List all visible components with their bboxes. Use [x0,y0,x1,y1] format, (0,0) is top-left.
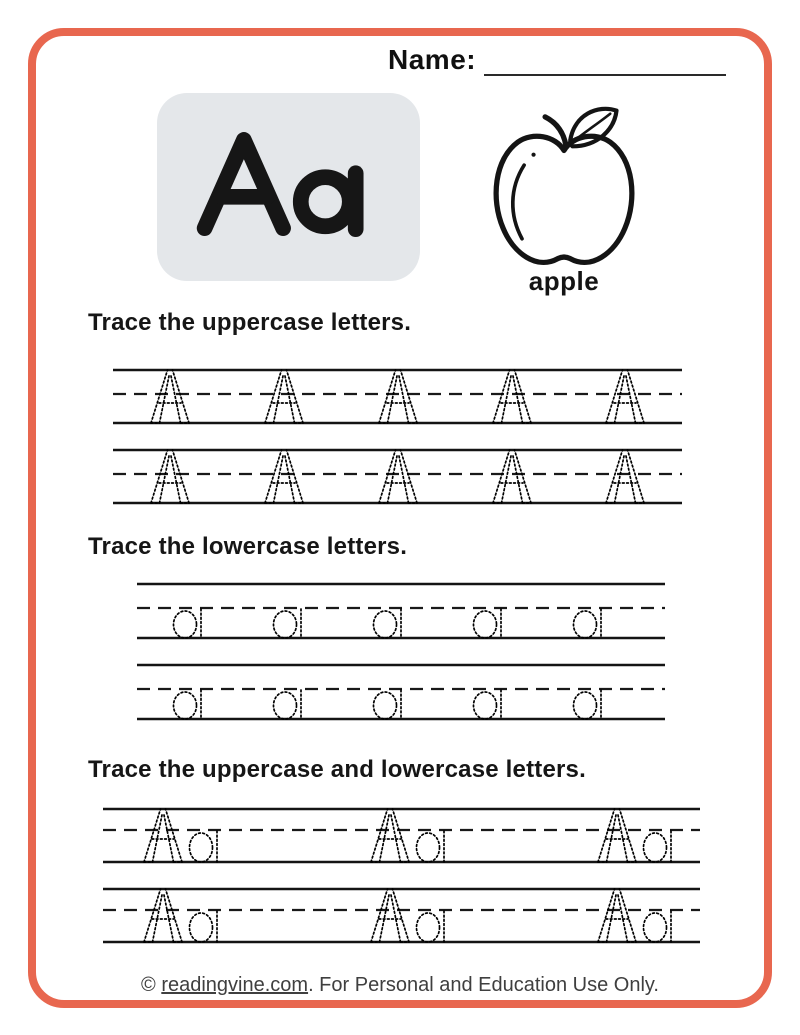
trace-letter-A [371,889,409,942]
apple-highlight [513,165,524,239]
trace-letter-a [574,690,602,719]
trace-letter-a [274,609,302,638]
trace-letter-a [190,911,218,942]
trace-letter-A [493,450,531,503]
letter-card-aa-graphic [185,126,391,246]
trace-letter-A [144,809,182,862]
trace-letter-a [417,911,445,942]
trace-row-lowercase-1 [137,580,665,644]
handwriting-lines [137,661,665,725]
trace-letter-A [493,370,531,423]
name-label: Name: [388,44,477,75]
trace-letter-a [174,690,202,719]
handwriting-lines [113,446,682,510]
section-heading-mixed: Trace the uppercase and lowercase letters. [88,756,586,783]
trace-row-uppercase-1 [113,366,682,430]
name-fill-line [484,46,726,76]
handwriting-lines [113,366,682,430]
trace-letter-A [144,889,182,942]
trace-letter-A [151,450,189,503]
trace-letter-a [174,609,202,638]
handwriting-lines [103,805,700,869]
trace-row-mixed-2 [103,885,700,949]
trace-row-uppercase-2 [113,446,682,510]
trace-letter-a [274,690,302,719]
footer-link[interactable]: readingvine.com [161,974,309,996]
trace-letter-a [644,911,672,942]
trace-letter-A [265,370,303,423]
apple-icon [480,98,648,266]
trace-letter-a [474,690,502,719]
trace-letter-a [474,609,502,638]
trace-letter-A [265,450,303,503]
big-letter-a-bowl [301,177,350,226]
trace-letter-a [190,831,218,862]
apple-body [496,136,632,262]
trace-letter-A [598,809,636,862]
trace-letter-a [574,609,602,638]
trace-letter-A [598,889,636,942]
trace-letter-A [379,450,417,503]
trace-row-mixed-1 [103,805,700,869]
trace-row-lowercase-2 [137,661,665,725]
trace-letter-A [379,370,417,423]
copyright-suffix: . For Personal and Education Use Only. [308,974,659,996]
handwriting-lines [137,580,665,644]
trace-letter-A [606,370,644,423]
vocab-word: apple [528,266,600,296]
trace-letter-A [606,450,644,503]
handwriting-lines [103,885,700,949]
trace-letter-A [151,370,189,423]
trace-letter-a [374,609,402,638]
footer-copyright [0,974,800,997]
apple-highlight-dot [531,153,535,157]
trace-letter-A [371,809,409,862]
copyright-prefix: © [141,974,162,996]
trace-letter-a [644,831,672,862]
section-heading-lowercase: Trace the lowercase letters. [88,533,408,560]
big-letter-A-legs [205,140,283,228]
section-heading-uppercase: Trace the uppercase letters. [88,309,412,336]
trace-letter-a [374,690,402,719]
trace-letter-a [417,831,445,862]
letter-card [157,93,420,281]
